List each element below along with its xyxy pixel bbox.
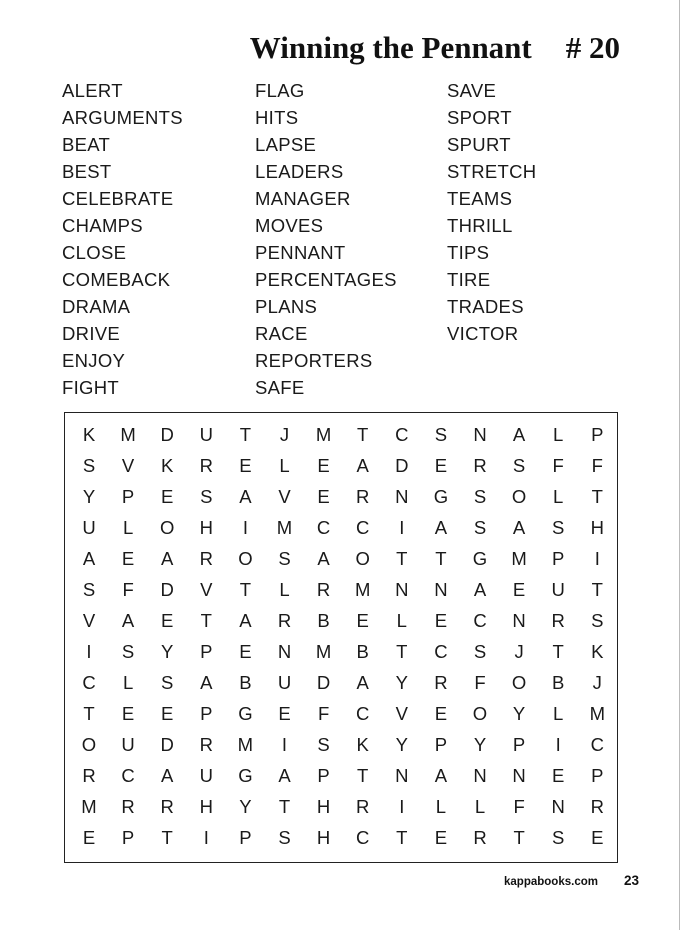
word-list-item: DRIVE [62, 323, 121, 344]
grid-letter[interactable]: B [239, 672, 252, 693]
page-header [0, 30, 620, 66]
grid-letter[interactable]: H [199, 796, 213, 817]
puzzle-number: # 20 [565, 30, 620, 65]
grid-letter[interactable]: S [591, 610, 604, 631]
grid-letter[interactable]: F [122, 579, 134, 600]
grid-row [65, 760, 617, 791]
word-list-item: FLAG [255, 80, 305, 101]
word-list-item: MOVES [255, 215, 324, 236]
grid-letter[interactable]: A [121, 610, 135, 631]
page-number: 23 [623, 873, 639, 888]
grid-letter[interactable]: E [121, 548, 135, 569]
grid-letter[interactable]: E [434, 455, 448, 476]
grid-row [65, 791, 617, 822]
grid-letter[interactable]: L [396, 610, 407, 631]
grid-letter[interactable]: E [317, 455, 330, 476]
grid-letter[interactable]: L [553, 486, 564, 507]
grid-letter[interactable]: O [511, 672, 527, 693]
grid-letter[interactable]: L [279, 579, 290, 600]
grid-letter[interactable]: N [395, 486, 409, 507]
grid-letter[interactable]: E [121, 703, 135, 724]
grid-letter[interactable]: T [513, 827, 525, 848]
grid-letter[interactable]: E [434, 827, 448, 848]
grid-letter[interactable]: Y [512, 703, 526, 724]
grid-letter[interactable]: M [354, 579, 371, 600]
grid-letter[interactable]: I [399, 796, 405, 817]
grid-letter[interactable]: A [161, 765, 174, 786]
grid-letter[interactable]: R [473, 827, 487, 848]
grid-letter[interactable]: A [356, 455, 369, 476]
grid-letter[interactable]: J [514, 641, 524, 662]
grid-letter[interactable]: S [278, 548, 291, 569]
grid-letter[interactable]: S [121, 641, 135, 662]
grid-letter[interactable]: S [161, 672, 174, 693]
grid-letter[interactable]: L [435, 796, 447, 817]
grid-letter[interactable]: L [553, 703, 564, 724]
word-list-item: BEAT [62, 134, 111, 155]
grid-letter[interactable]: U [199, 424, 213, 445]
grid-letter[interactable]: Y [395, 672, 408, 693]
word-list-item: VICTOR [447, 323, 519, 344]
grid-letter[interactable]: G [238, 765, 253, 786]
grid-letter[interactable]: F [317, 703, 330, 724]
grid-letter[interactable]: F [474, 672, 486, 693]
grid-letter[interactable]: M [81, 796, 97, 817]
grid-letter[interactable]: A [512, 517, 526, 538]
grid-letter[interactable]: Y [239, 796, 252, 817]
word-list-item: TRADES [447, 296, 524, 317]
grid-letter[interactable]: T [239, 579, 252, 600]
word-list-item: COMEBACK [62, 269, 171, 290]
puzzle-title: Winning the Pennant [249, 30, 532, 65]
grid-row [65, 729, 617, 760]
word-list-item: SAFE [255, 377, 305, 398]
grid-letter[interactable]: V [121, 455, 135, 476]
grid-letter[interactable]: C [316, 517, 331, 538]
grid-letter[interactable]: M [237, 734, 254, 755]
grid-row [65, 822, 617, 853]
grid-letter[interactable]: T [591, 579, 603, 600]
grid-letter[interactable]: T [161, 827, 173, 848]
grid-letter[interactable]: R [473, 455, 487, 476]
grid-letter[interactable]: G [238, 703, 253, 724]
grid-letter[interactable]: R [121, 796, 135, 817]
grid-letter[interactable]: M [120, 424, 136, 445]
grid-letter[interactable]: E [161, 610, 174, 631]
word-list-item: SPURT [447, 134, 511, 155]
grid-letter[interactable]: A [239, 486, 252, 507]
grid-letter[interactable]: R [82, 765, 96, 786]
word-list-item: RACE [255, 323, 308, 344]
grid-letter[interactable]: U [551, 579, 565, 600]
grid-letter[interactable]: T [357, 765, 369, 786]
grid-letter[interactable]: A [434, 765, 448, 786]
grid-letter[interactable]: I [555, 734, 561, 755]
grid-letter[interactable]: N [473, 765, 487, 786]
grid-letter[interactable]: E [591, 827, 604, 848]
word-list-item: CELEBRATE [62, 188, 174, 209]
grid-letter[interactable]: C [356, 703, 370, 724]
grid-letter[interactable]: H [316, 796, 331, 817]
grid-letter[interactable]: V [278, 486, 291, 507]
grid-row [65, 419, 617, 450]
word-list-item: PLANS [255, 296, 318, 317]
grid-letter[interactable]: G [433, 486, 449, 507]
grid-letter[interactable]: E [82, 827, 96, 848]
grid-letter[interactable]: K [356, 734, 369, 755]
grid-letter[interactable]: E [434, 703, 448, 724]
grid-letter[interactable]: S [552, 827, 565, 848]
grid-letter[interactable]: G [472, 548, 488, 569]
grid-letter[interactable]: F [513, 796, 525, 817]
grid-letter[interactable]: M [315, 641, 332, 662]
grid-letter[interactable]: D [160, 579, 174, 600]
grid-letter[interactable]: T [396, 827, 408, 848]
word-list-item: ALERT [62, 80, 123, 101]
word-list-item: SAVE [447, 80, 497, 101]
grid-letter[interactable]: N [395, 579, 409, 600]
word-list-item: CHAMPS [62, 215, 143, 236]
grid-letter[interactable]: N [434, 579, 448, 600]
grid-letter[interactable]: D [160, 734, 174, 755]
grid-letter[interactable]: P [239, 827, 252, 848]
grid-letter[interactable]: A [239, 610, 252, 631]
grid-letter[interactable]: P [317, 765, 330, 786]
word-list-item: REPORTERS [255, 350, 373, 371]
grid-letter[interactable]: E [512, 579, 526, 600]
grid-letter[interactable]: M [589, 703, 605, 724]
grid-letter[interactable]: S [473, 486, 487, 507]
grid-letter[interactable]: T [200, 610, 212, 631]
grid-letter[interactable]: V [395, 703, 408, 724]
grid-letter[interactable]: U [199, 765, 213, 786]
grid-letter[interactable]: T [396, 548, 408, 569]
grid-letter[interactable]: U [277, 672, 292, 693]
grid-letter[interactable]: L [122, 672, 134, 693]
word-list-item: SPORT [447, 107, 512, 128]
grid-letter[interactable]: R [199, 548, 213, 569]
grid-letter[interactable]: P [591, 765, 604, 786]
grid-row [65, 605, 617, 636]
grid-letter[interactable]: V [200, 579, 213, 600]
grid-letter[interactable]: S [434, 424, 448, 445]
grid-row [65, 450, 617, 481]
grid-letter[interactable]: S [552, 517, 565, 538]
grid-letter[interactable]: E [239, 455, 252, 476]
grid-letter[interactable]: R [590, 796, 604, 817]
grid-letter[interactable]: K [591, 641, 604, 662]
grid-letter[interactable]: M [511, 548, 527, 569]
letter-grid [64, 412, 618, 863]
grid-letter[interactable]: I [594, 548, 600, 569]
grid-letter[interactable]: A [200, 672, 213, 693]
grid-letter[interactable]: H [590, 517, 604, 538]
grid-row [65, 698, 617, 729]
word-list-item: LAPSE [255, 134, 317, 155]
grid-letter[interactable]: S [512, 455, 526, 476]
grid-letter[interactable]: A [317, 548, 330, 569]
grid-row [65, 481, 617, 512]
grid-letter[interactable]: A [512, 424, 526, 445]
grid-letter[interactable]: D [395, 455, 409, 476]
word-list-item: MANAGER [255, 188, 351, 209]
grid-letter[interactable]: F [552, 455, 564, 476]
grid-letter[interactable]: V [82, 610, 96, 631]
grid-letter[interactable]: D [316, 672, 331, 693]
grid-row [65, 636, 617, 667]
grid-letter[interactable]: A [473, 579, 487, 600]
grid-letter[interactable]: R [160, 796, 174, 817]
grid-letter[interactable]: T [396, 641, 408, 662]
grid-letter[interactable]: M [315, 424, 332, 445]
grid-letter[interactable]: E [434, 610, 448, 631]
grid-letter[interactable]: P [434, 734, 448, 755]
grid-letter[interactable]: T [278, 796, 291, 817]
grid-letter[interactable]: R [199, 455, 213, 476]
grid-letter[interactable]: N [551, 796, 565, 817]
word-list-column-3 [447, 79, 637, 349]
grid-letter[interactable]: O [355, 548, 370, 569]
grid-letter[interactable]: C [356, 517, 370, 538]
grid-letter[interactable]: S [278, 827, 291, 848]
word-list-item: LEADERS [255, 161, 344, 182]
grid-letter[interactable]: C [356, 827, 370, 848]
grid-letter[interactable]: E [161, 703, 174, 724]
grid-letter[interactable]: I [203, 827, 209, 848]
grid-row [65, 574, 617, 605]
grid-letter[interactable]: I [399, 517, 405, 538]
grid-letter[interactable]: Y [161, 641, 174, 662]
word-list-item: THRILL [447, 215, 513, 236]
grid-letter[interactable]: E [317, 486, 330, 507]
grid-letter[interactable]: P [121, 827, 135, 848]
publisher-site: kappabooks.com [504, 876, 598, 888]
grid-letter[interactable]: P [552, 548, 565, 569]
grid-letter[interactable]: T [239, 424, 252, 445]
grid-letter[interactable]: S [200, 486, 213, 507]
word-list-item: CLOSE [62, 242, 127, 263]
grid-letter[interactable]: L [474, 796, 486, 817]
grid-letter[interactable]: N [512, 610, 526, 631]
grid-letter[interactable]: O [238, 548, 253, 569]
grid-letter[interactable]: A [434, 517, 448, 538]
grid-letter[interactable]: T [591, 486, 603, 507]
grid-letter[interactable]: K [161, 455, 174, 476]
grid-letter[interactable]: B [552, 672, 565, 693]
grid-letter[interactable]: A [82, 548, 96, 569]
grid-letter[interactable]: Y [473, 734, 487, 755]
word-list-item: TIRE [447, 269, 491, 290]
grid-letter[interactable]: C [473, 610, 487, 631]
grid-letter[interactable]: A [356, 672, 369, 693]
word-list-item: BEST [62, 161, 112, 182]
grid-letter[interactable]: C [395, 424, 409, 445]
word-list-item: ARGUMENTS [62, 107, 183, 128]
word-list-item: PERCENTAGES [255, 269, 397, 290]
grid-letter[interactable]: T [83, 703, 95, 724]
grid-letter[interactable]: T [552, 641, 564, 662]
word-list-item: FIGHT [62, 377, 119, 398]
grid-letter[interactable]: O [511, 486, 527, 507]
grid-letter[interactable]: I [242, 517, 248, 538]
grid-letter[interactable]: U [121, 734, 135, 755]
word-list-item: ENJOY [62, 350, 126, 371]
grid-letter[interactable]: E [239, 641, 252, 662]
grid-letter[interactable]: S [473, 517, 487, 538]
grid-letter[interactable]: H [316, 827, 331, 848]
word-list-item: PENNANT [255, 242, 346, 263]
grid-letter[interactable]: E [278, 703, 291, 724]
grid-letter[interactable]: S [317, 734, 330, 755]
grid-letter[interactable]: R [277, 610, 292, 631]
grid-letter[interactable]: C [82, 672, 96, 693]
grid-letter[interactable]: R [434, 672, 448, 693]
word-list-item: TEAMS [447, 188, 513, 209]
grid-letter[interactable]: C [121, 765, 135, 786]
grid-letter[interactable]: P [200, 641, 213, 662]
word-list-item: DRAMA [62, 296, 131, 317]
grid-letter[interactable]: P [591, 424, 604, 445]
word-list-column-1 [62, 79, 252, 403]
grid-letter[interactable]: R [316, 579, 331, 600]
grid-letter[interactable]: N [512, 765, 526, 786]
grid-letter[interactable]: C [434, 641, 448, 662]
grid-letter[interactable]: D [160, 424, 174, 445]
grid-letter[interactable]: I [281, 734, 288, 755]
grid-letter[interactable]: A [161, 548, 174, 569]
grid-letter[interactable]: B [317, 610, 330, 631]
grid-letter[interactable]: S [82, 579, 96, 600]
grid-letter[interactable]: R [356, 796, 370, 817]
grid-letter[interactable]: M [276, 517, 293, 538]
grid-letter[interactable]: R [356, 486, 370, 507]
word-list-item: STRETCH [447, 161, 537, 182]
word-list-item: HITS [255, 107, 299, 128]
grid-letter[interactable]: O [472, 703, 488, 724]
grid-row [65, 512, 617, 543]
page-footer [504, 873, 639, 888]
grid-row [65, 667, 617, 698]
grid-letter[interactable]: U [82, 517, 96, 538]
grid-letter[interactable]: R [551, 610, 565, 631]
grid-letter[interactable]: T [435, 548, 447, 569]
grid-letter[interactable]: O [81, 734, 97, 755]
grid-letter[interactable]: N [277, 641, 292, 662]
grid-letter[interactable]: Y [82, 486, 96, 507]
grid-letter[interactable]: P [121, 486, 135, 507]
grid-letter[interactable]: O [159, 517, 175, 538]
grid-letter[interactable]: N [395, 765, 409, 786]
grid-letter[interactable]: Y [395, 734, 408, 755]
word-list-item: TIPS [447, 242, 490, 263]
grid-letter[interactable]: E [161, 486, 174, 507]
grid-letter[interactable]: B [356, 641, 369, 662]
grid-letter[interactable]: L [279, 455, 290, 476]
grid-letter[interactable]: L [122, 517, 134, 538]
grid-letter[interactable]: J [279, 424, 290, 445]
grid-letter[interactable]: K [82, 424, 96, 445]
grid-letter[interactable]: T [357, 424, 369, 445]
grid-letter[interactable]: L [553, 424, 564, 445]
grid-letter[interactable]: F [591, 455, 603, 476]
grid-letter[interactable]: A [278, 765, 291, 786]
grid-letter[interactable]: P [512, 734, 526, 755]
grid-letter[interactable]: R [199, 734, 213, 755]
word-list-column-2 [255, 79, 445, 403]
grid-letter[interactable]: E [356, 610, 369, 631]
grid-letter[interactable]: J [592, 672, 602, 693]
grid-letter[interactable]: C [590, 734, 604, 755]
grid-letter[interactable]: S [473, 641, 487, 662]
grid-letter[interactable]: I [86, 641, 92, 662]
grid-letter[interactable]: E [552, 765, 565, 786]
grid-row [65, 543, 617, 574]
grid-letter[interactable]: H [199, 517, 213, 538]
grid-letter[interactable]: S [82, 455, 96, 476]
grid-letter[interactable]: P [200, 703, 213, 724]
grid-letter[interactable]: N [473, 424, 487, 445]
